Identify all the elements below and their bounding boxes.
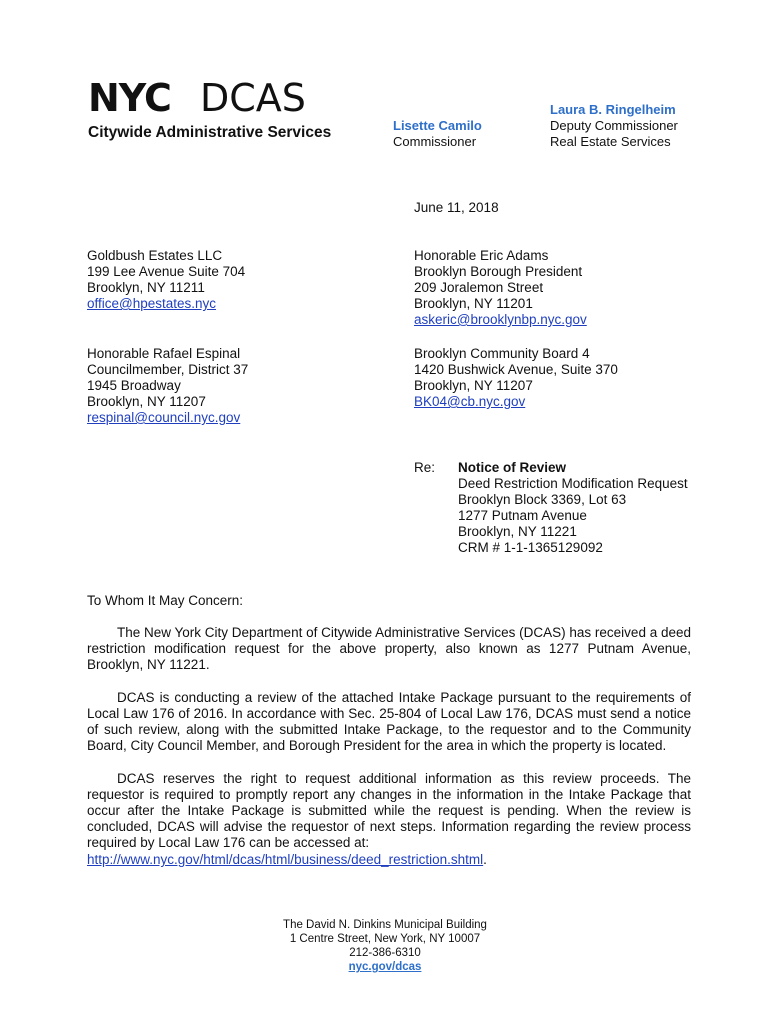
footer-address: 1 Centre Street, New York, NY 10007 (289, 933, 481, 945)
re-line: Brooklyn Block 3369, Lot 63 (458, 492, 627, 507)
footer-building: The David N. Dinkins Municipal Building (283, 919, 487, 931)
logo-dcas-text: DCAS (200, 76, 306, 120)
recipient-line: Brooklyn, NY 11207 (414, 378, 533, 393)
logo-subtitle: Citywide Administrative Services (88, 124, 332, 141)
re-line: 1277 Putnam Avenue (458, 508, 587, 523)
recipient-email-link[interactable]: askeric@brooklynbp.nyc.gov (414, 312, 587, 327)
officer-title: Real Estate Services (550, 134, 671, 149)
recipient-block (87, 346, 248, 426)
re-line: Brooklyn, NY 11221 (458, 524, 577, 539)
review-link-line (87, 852, 487, 868)
logo-nyc-text: NYC (88, 76, 171, 120)
re-line: Deed Restriction Modification Request (458, 476, 688, 491)
recipient-line: 199 Lee Avenue Suite 704 (87, 264, 246, 279)
recipient-line: Honorable Eric Adams (414, 248, 549, 263)
recipient-line: Brooklyn, NY 11207 (87, 394, 206, 409)
officer-deputy-commissioner (550, 102, 678, 150)
re-title: Notice of Review (458, 460, 567, 475)
letter-date: June 11, 2018 (414, 200, 499, 215)
recipient-line: Brooklyn Borough President (414, 264, 583, 279)
recipient-line: Councilmember, District 37 (87, 362, 249, 377)
deed-restriction-link[interactable]: http://www.nyc.gov/html/dcas/html/business/deed_restriction.shtml (87, 852, 484, 867)
recipient-line: 209 Joralemon Street (414, 280, 544, 295)
footer-phone: 212-386-6310 (349, 947, 421, 959)
dcas-logo (88, 78, 348, 148)
body-paragraph: DCAS reserves the right to request additional information as this review proceeds. The requestor is required to promptly report any changes in the information in the Intake Package that occur after the Intake Package is submitted while the request is pending. When the review is concluded, DCAS will advise the requestor of next steps. Information regarding the review process required by Local Law 176 can be accessed at: (87, 771, 691, 850)
officer-title: Deputy Commissioner (550, 118, 678, 133)
recipient-line: Brooklyn, NY 11211 (87, 280, 205, 295)
officer-commissioner (393, 118, 482, 150)
officer-title: Commissioner (393, 134, 477, 149)
re-block (458, 460, 688, 556)
recipient-email-link[interactable]: respinal@council.nyc.gov (87, 410, 241, 425)
recipient-line: Brooklyn Community Board 4 (414, 346, 590, 361)
salutation: To Whom It May Concern: (87, 593, 244, 608)
recipient-line: Honorable Rafael Espinal (87, 346, 241, 361)
recipient-block (414, 248, 587, 328)
officer-name: Lisette Camilo (393, 118, 482, 133)
re-line: CRM # 1-1-1365129092 (458, 540, 603, 555)
recipient-line: 1945 Broadway (87, 378, 181, 393)
recipient-line: Goldbush Estates LLC (87, 248, 223, 263)
body-paragraph: DCAS is conducting a review of the attached Intake Package pursuant to the requirements of Local Law 176 of 2016. In accordance with Sec. 25-804 of Local Law 176, DCAS must send a notice of such review, along with the submitted Intake Package, to the requestor and to the Community Board, City Council Member, and Borough President for the area in which the property is located. (87, 690, 691, 753)
officer-name: Laura B. Ringelheim (550, 102, 676, 117)
footer-website-link[interactable]: nyc.gov/dcas (348, 961, 422, 973)
recipient-line: 1420 Bushwick Avenue, Suite 370 (414, 362, 618, 377)
recipient-line: Brooklyn, NY 11201 (414, 296, 533, 311)
letter-footer (0, 918, 770, 974)
recipient-email-link[interactable]: office@hpestates.nyc (87, 296, 217, 311)
link-suffix: . (483, 852, 487, 867)
re-label: Re: (414, 460, 436, 475)
recipient-email-link[interactable]: BK04@cb.nyc.gov (414, 394, 526, 409)
recipient-block (87, 248, 245, 312)
body-paragraph: The New York City Department of Citywide Administrative Services (DCAS) has received a deed restriction modification request for the above property, also known as 1277 Putnam Avenue, Brooklyn, NY 11221. (87, 625, 691, 672)
recipient-block (414, 346, 618, 410)
